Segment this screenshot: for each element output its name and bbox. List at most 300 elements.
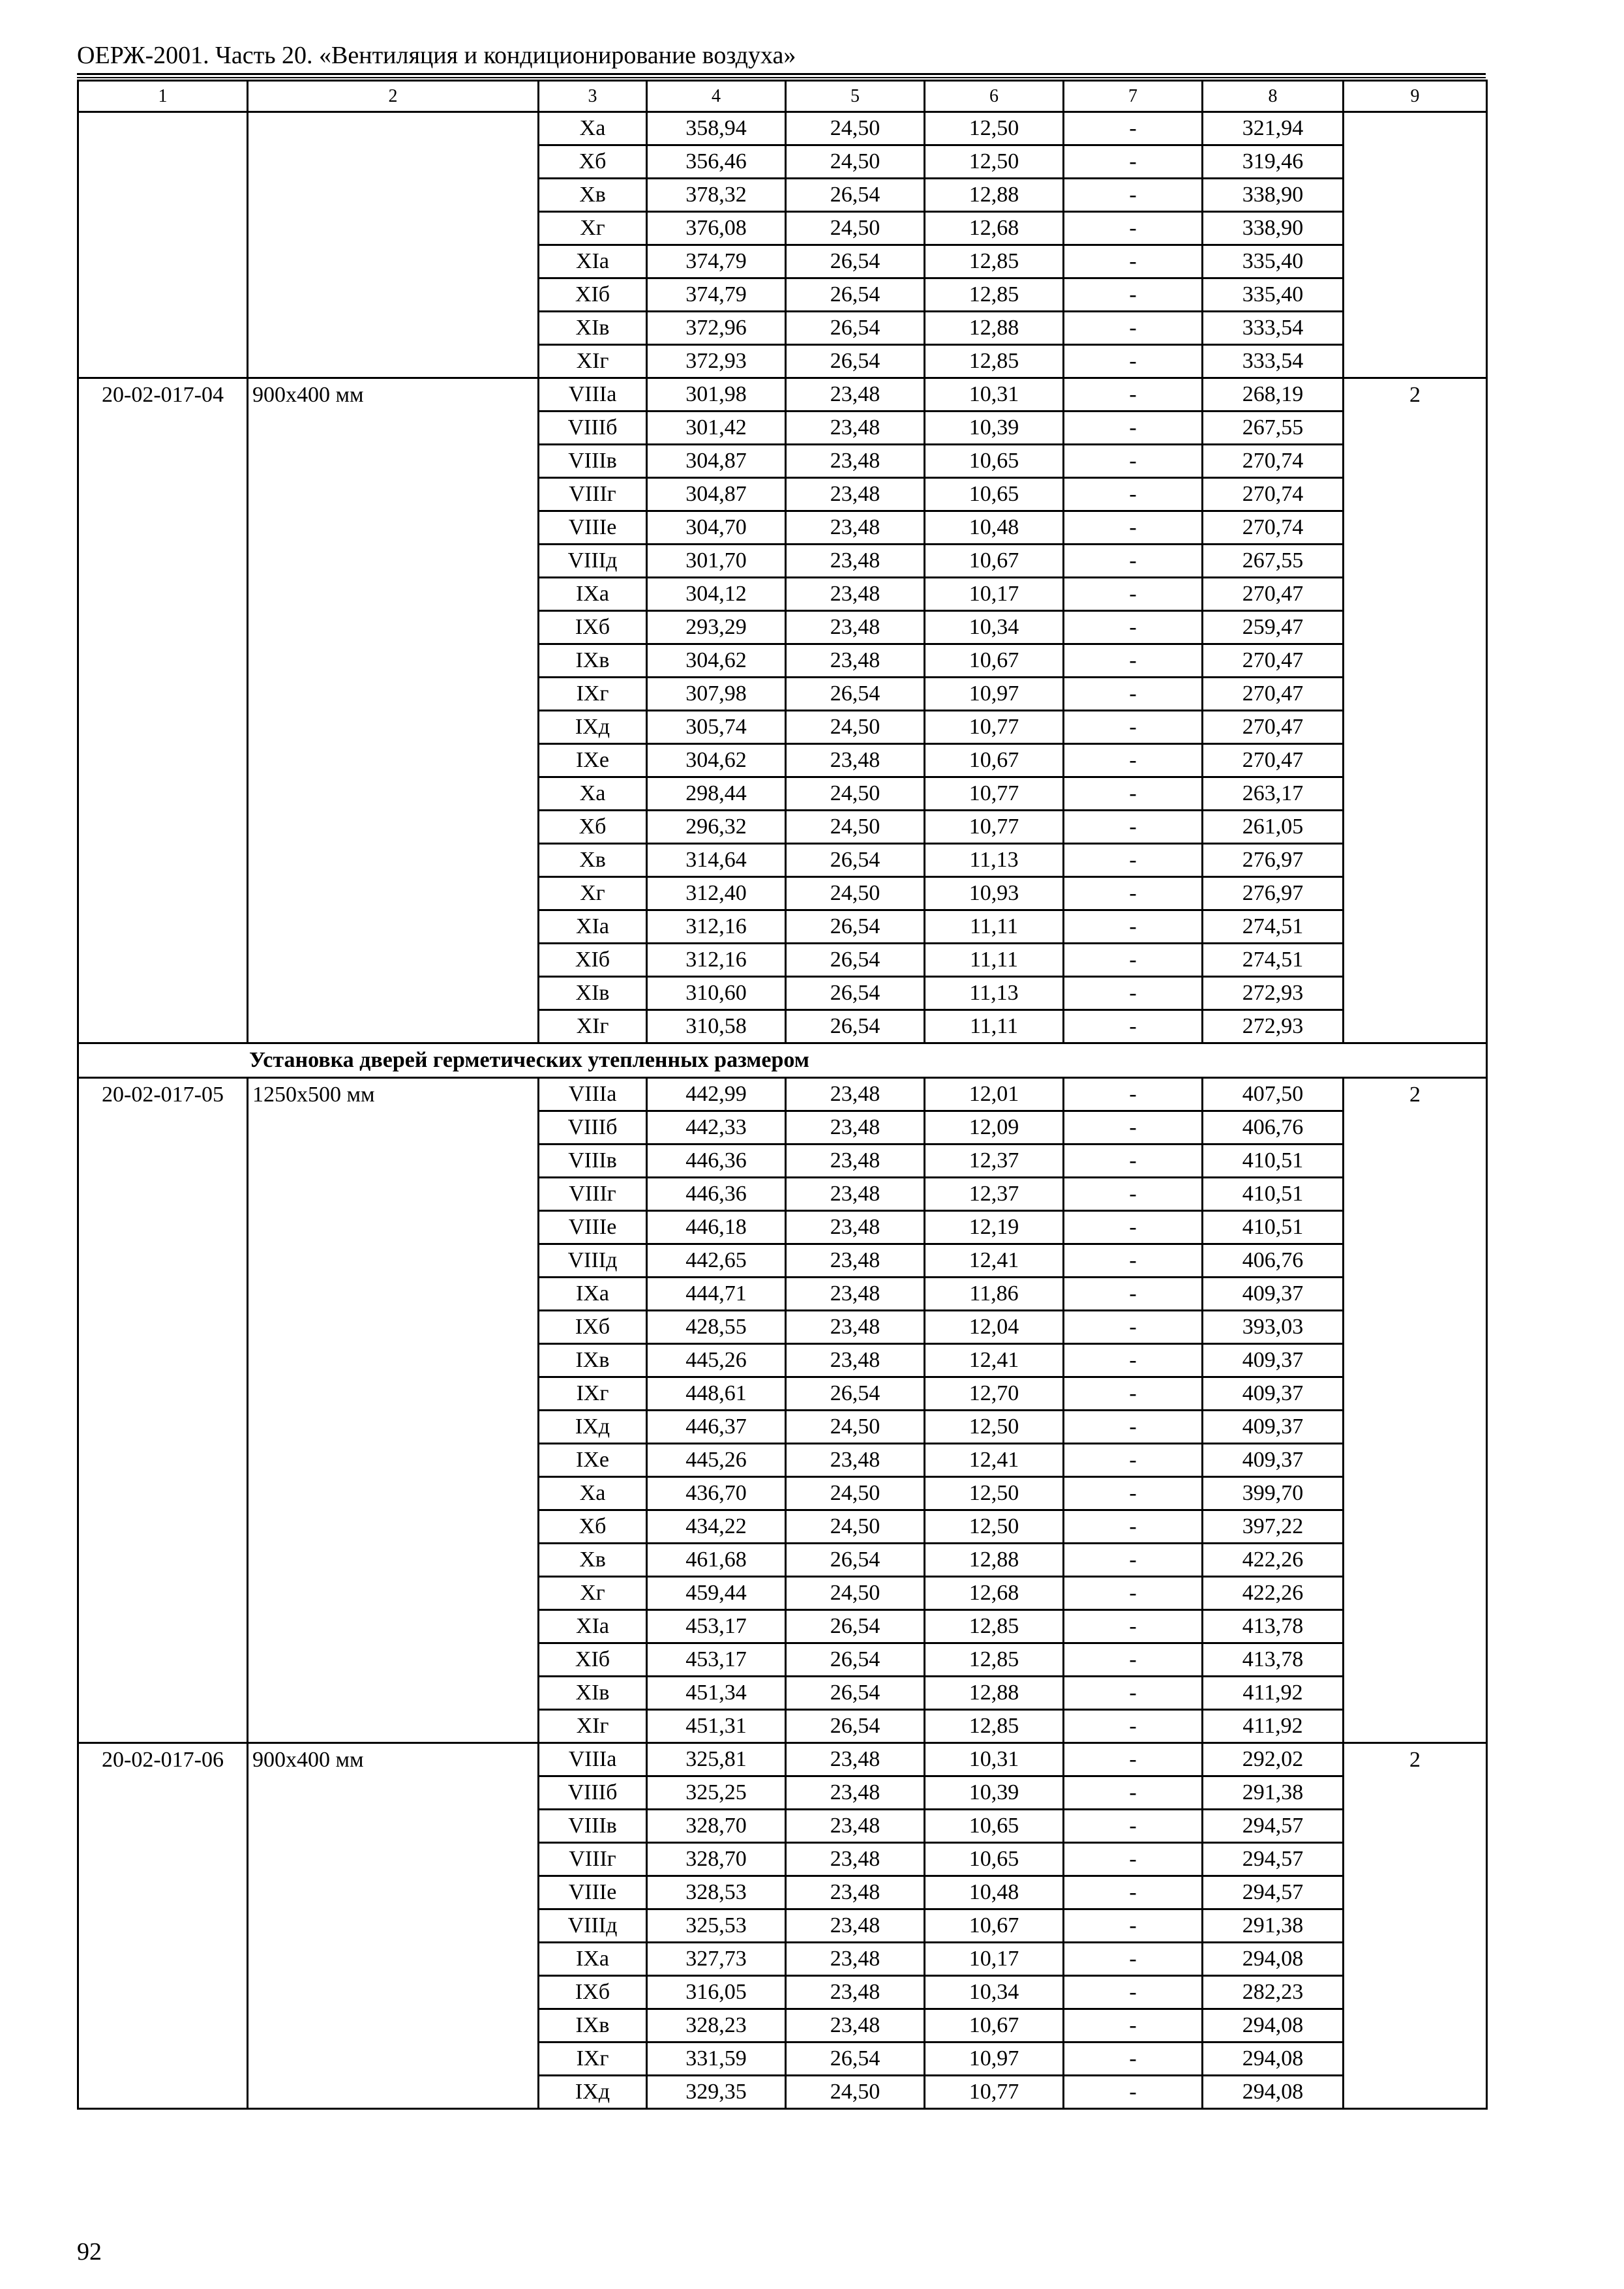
machinist-wages-cell: - (1064, 1444, 1203, 1477)
machines-cell: 12,50 (925, 145, 1064, 179)
total-cost-cell: 446,18 (647, 1211, 786, 1244)
machinist-wages-cell: - (1064, 1610, 1203, 1643)
materials-cell: 274,51 (1203, 944, 1344, 977)
rate-code-cell: 20-02-017-04 (78, 378, 248, 1043)
column-number: 5 (786, 81, 925, 112)
materials-cell: 422,26 (1203, 1544, 1344, 1577)
wages-cell: 23,48 (786, 378, 925, 411)
region-cell: Xa (539, 777, 647, 811)
materials-cell: 276,97 (1203, 877, 1344, 910)
machines-cell: 12,85 (925, 245, 1064, 278)
materials-cell: 335,40 (1203, 245, 1344, 278)
machines-cell: 10,93 (925, 877, 1064, 910)
region-cell: XIг (539, 345, 647, 378)
machines-cell: 10,48 (925, 1876, 1064, 1909)
total-cost-cell: 304,87 (647, 478, 786, 511)
total-cost-cell: 445,26 (647, 1344, 786, 1377)
wages-cell: 23,48 (786, 1876, 925, 1909)
wages-cell: 26,54 (786, 1544, 925, 1577)
machinist-wages-cell: - (1064, 777, 1203, 811)
total-cost-cell: 378,32 (647, 179, 786, 212)
materials-cell: 410,51 (1203, 1178, 1344, 1211)
note-cell (1344, 112, 1487, 378)
machinist-wages-cell: - (1064, 1909, 1203, 1943)
region-cell: IXд (539, 1411, 647, 1444)
machinist-wages-cell: - (1064, 1810, 1203, 1843)
machines-cell: 10,65 (925, 1843, 1064, 1876)
materials-cell: 267,55 (1203, 411, 1344, 445)
region-cell: IXa (539, 1943, 647, 1976)
header-rule (77, 73, 1486, 75)
wages-cell: 23,48 (786, 1743, 925, 1776)
region-cell: XIб (539, 944, 647, 977)
rate-name-cell: 900x400 мм (248, 1743, 539, 2109)
wages-cell: 23,48 (786, 1976, 925, 2009)
machines-cell: 10,97 (925, 678, 1064, 711)
wages-cell: 24,50 (786, 212, 925, 245)
materials-cell: 333,54 (1203, 345, 1344, 378)
materials-cell: 410,51 (1203, 1211, 1344, 1244)
table-row (78, 112, 1487, 145)
machines-cell: 10,34 (925, 611, 1064, 644)
materials-cell: 270,74 (1203, 478, 1344, 511)
region-cell: VIIIг (539, 1843, 647, 1876)
wages-cell: 23,48 (786, 511, 925, 545)
region-cell: IXa (539, 1278, 647, 1311)
machinist-wages-cell: - (1064, 1111, 1203, 1144)
total-cost-cell: 301,98 (647, 378, 786, 411)
total-cost-cell: 307,98 (647, 678, 786, 711)
materials-cell: 292,02 (1203, 1743, 1344, 1776)
machinist-wages-cell: - (1064, 2042, 1203, 2076)
materials-cell: 333,54 (1203, 312, 1344, 345)
wages-cell: 23,48 (786, 1078, 925, 1111)
machinist-wages-cell: - (1064, 1278, 1203, 1311)
materials-cell: 272,93 (1203, 977, 1344, 1010)
total-cost-cell: 328,23 (647, 2009, 786, 2042)
total-cost-cell: 325,25 (647, 1776, 786, 1810)
machines-cell: 12,09 (925, 1111, 1064, 1144)
machinist-wages-cell: - (1064, 179, 1203, 212)
total-cost-cell: 316,05 (647, 1976, 786, 2009)
materials-cell: 270,47 (1203, 711, 1344, 744)
column-number: 6 (925, 81, 1064, 112)
machines-cell: 12,50 (925, 112, 1064, 145)
materials-cell: 274,51 (1203, 910, 1344, 944)
materials-cell: 261,05 (1203, 811, 1344, 844)
machinist-wages-cell: - (1064, 744, 1203, 777)
machines-cell: 12,88 (925, 312, 1064, 345)
total-cost-cell: 358,94 (647, 112, 786, 145)
machinist-wages-cell: - (1064, 112, 1203, 145)
note-cell: 2 (1344, 378, 1487, 1043)
total-cost-cell: 312,40 (647, 877, 786, 910)
machines-cell: 10,67 (925, 1909, 1064, 1943)
machinist-wages-cell: - (1064, 711, 1203, 744)
materials-cell: 270,47 (1203, 744, 1344, 777)
machinist-wages-cell: - (1064, 578, 1203, 611)
rate-code-cell: 20-02-017-06 (78, 1743, 248, 2109)
machines-cell: 10,97 (925, 2042, 1064, 2076)
machinist-wages-cell: - (1064, 977, 1203, 1010)
machinist-wages-cell: - (1064, 1311, 1203, 1344)
total-cost-cell: 328,70 (647, 1810, 786, 1843)
wages-cell: 23,48 (786, 1943, 925, 1976)
machines-cell: 12,19 (925, 1211, 1064, 1244)
total-cost-cell: 372,96 (647, 312, 786, 345)
region-cell: IXв (539, 644, 647, 678)
total-cost-cell: 301,42 (647, 411, 786, 445)
machinist-wages-cell: - (1064, 1211, 1203, 1244)
materials-cell: 272,93 (1203, 1010, 1344, 1043)
materials-cell: 411,92 (1203, 1710, 1344, 1743)
region-cell: IXa (539, 578, 647, 611)
total-cost-cell: 312,16 (647, 944, 786, 977)
machinist-wages-cell: - (1064, 278, 1203, 312)
region-cell: XIв (539, 977, 647, 1010)
total-cost-cell: 331,59 (647, 2042, 786, 2076)
wages-cell: 26,54 (786, 1710, 925, 1743)
region-cell: Xг (539, 877, 647, 910)
machinist-wages-cell: - (1064, 1577, 1203, 1610)
region-cell: Xa (539, 1477, 647, 1510)
wages-cell: 26,54 (786, 977, 925, 1010)
wages-cell: 23,48 (786, 1843, 925, 1876)
wages-cell: 26,54 (786, 1010, 925, 1043)
materials-cell: 270,47 (1203, 578, 1344, 611)
machines-cell: 12,85 (925, 278, 1064, 312)
page-header-title: ОЕРЖ-2001. Часть 20. «Вентиляция и кондиционирование воздуха» (77, 42, 796, 69)
wages-cell: 26,54 (786, 1610, 925, 1643)
materials-cell: 282,23 (1203, 1976, 1344, 2009)
machines-cell: 12,01 (925, 1078, 1064, 1111)
wages-cell: 26,54 (786, 1377, 925, 1411)
machines-cell: 10,31 (925, 378, 1064, 411)
total-cost-cell: 325,81 (647, 1743, 786, 1776)
region-cell: IXд (539, 2076, 647, 2109)
total-cost-cell: 312,16 (647, 910, 786, 944)
region-cell: VIIIв (539, 445, 647, 478)
materials-cell: 319,46 (1203, 145, 1344, 179)
materials-cell: 422,26 (1203, 1577, 1344, 1610)
total-cost-cell: 444,71 (647, 1278, 786, 1311)
total-cost-cell: 296,32 (647, 811, 786, 844)
machines-cell: 10,67 (925, 545, 1064, 578)
machines-cell: 10,77 (925, 777, 1064, 811)
column-number-row (78, 81, 1487, 112)
table-row (78, 1078, 1487, 1111)
machines-cell: 12,41 (925, 1344, 1064, 1377)
materials-cell: 409,37 (1203, 1411, 1344, 1444)
materials-cell: 276,97 (1203, 844, 1344, 877)
total-cost-cell: 446,36 (647, 1178, 786, 1211)
region-cell: XIб (539, 278, 647, 312)
wages-cell: 23,48 (786, 1311, 925, 1344)
total-cost-cell: 314,64 (647, 844, 786, 877)
machinist-wages-cell: - (1064, 478, 1203, 511)
materials-cell: 268,19 (1203, 378, 1344, 411)
materials-cell: 397,22 (1203, 1510, 1344, 1544)
machines-cell: 12,50 (925, 1510, 1064, 1544)
wages-cell: 26,54 (786, 678, 925, 711)
region-cell: Xв (539, 1544, 647, 1577)
machines-cell: 12,85 (925, 345, 1064, 378)
region-cell: VIIIд (539, 1909, 647, 1943)
wages-cell: 23,48 (786, 1444, 925, 1477)
total-cost-cell: 356,46 (647, 145, 786, 179)
machinist-wages-cell: - (1064, 1078, 1203, 1111)
region-cell: VIIIд (539, 1244, 647, 1278)
materials-cell: 413,78 (1203, 1643, 1344, 1677)
wages-cell: 26,54 (786, 1677, 925, 1710)
machines-cell: 10,65 (925, 478, 1064, 511)
wages-cell: 23,48 (786, 744, 925, 777)
wages-cell: 23,48 (786, 445, 925, 478)
region-cell: Xб (539, 1510, 647, 1544)
machinist-wages-cell: - (1064, 1010, 1203, 1043)
machinist-wages-cell: - (1064, 644, 1203, 678)
total-cost-cell: 459,44 (647, 1577, 786, 1610)
machines-cell: 12,50 (925, 1411, 1064, 1444)
note-cell: 2 (1344, 1743, 1487, 2109)
machines-cell: 10,65 (925, 445, 1064, 478)
materials-cell: 406,76 (1203, 1111, 1344, 1144)
total-cost-cell: 304,70 (647, 511, 786, 545)
machinist-wages-cell: - (1064, 212, 1203, 245)
wages-cell: 23,48 (786, 578, 925, 611)
machinist-wages-cell: - (1064, 844, 1203, 877)
region-cell: VIIIб (539, 1111, 647, 1144)
machines-cell: 10,67 (925, 744, 1064, 777)
machines-cell: 11,13 (925, 977, 1064, 1010)
machines-cell: 12,50 (925, 1477, 1064, 1510)
total-cost-cell: 298,44 (647, 777, 786, 811)
machines-cell: 12,41 (925, 1444, 1064, 1477)
total-cost-cell: 329,35 (647, 2076, 786, 2109)
machinist-wages-cell: - (1064, 1876, 1203, 1909)
machinist-wages-cell: - (1064, 378, 1203, 411)
total-cost-cell: 448,61 (647, 1377, 786, 1411)
wages-cell: 24,50 (786, 145, 925, 179)
note-cell: 2 (1344, 1078, 1487, 1743)
machinist-wages-cell: - (1064, 811, 1203, 844)
machinist-wages-cell: - (1064, 1743, 1203, 1776)
rate-code-cell (78, 112, 248, 378)
machines-cell: 11,13 (925, 844, 1064, 877)
machines-cell: 12,88 (925, 179, 1064, 212)
rate-code-cell: 20-02-017-05 (78, 1078, 248, 1743)
wages-cell: 24,50 (786, 777, 925, 811)
wages-cell: 24,50 (786, 1510, 925, 1544)
machinist-wages-cell: - (1064, 1510, 1203, 1544)
machinist-wages-cell: - (1064, 1244, 1203, 1278)
machinist-wages-cell: - (1064, 511, 1203, 545)
materials-cell: 270,47 (1203, 678, 1344, 711)
column-number: 2 (248, 81, 539, 112)
machines-cell: 12,85 (925, 1710, 1064, 1743)
wages-cell: 23,48 (786, 1810, 925, 1843)
page-number: 92 (77, 2238, 102, 2266)
header-rule (77, 77, 1486, 78)
wages-cell: 26,54 (786, 844, 925, 877)
machines-cell: 11,11 (925, 944, 1064, 977)
machinist-wages-cell: - (1064, 611, 1203, 644)
total-cost-cell: 436,70 (647, 1477, 786, 1510)
materials-cell: 393,03 (1203, 1311, 1344, 1344)
machinist-wages-cell: - (1064, 2076, 1203, 2109)
machinist-wages-cell: - (1064, 877, 1203, 910)
machinist-wages-cell: - (1064, 312, 1203, 345)
materials-cell: 409,37 (1203, 1278, 1344, 1311)
wages-cell: 26,54 (786, 278, 925, 312)
machines-cell: 10,67 (925, 644, 1064, 678)
materials-cell: 294,08 (1203, 2042, 1344, 2076)
machinist-wages-cell: - (1064, 245, 1203, 278)
machines-cell: 11,86 (925, 1278, 1064, 1311)
materials-cell: 407,50 (1203, 1078, 1344, 1111)
machines-cell: 10,39 (925, 411, 1064, 445)
region-cell: VIIIe (539, 511, 647, 545)
column-number: 3 (539, 81, 647, 112)
region-cell: Xг (539, 1577, 647, 1610)
region-cell: Xб (539, 811, 647, 844)
region-cell: VIIIe (539, 1211, 647, 1244)
materials-cell: 270,47 (1203, 644, 1344, 678)
total-cost-cell: 442,33 (647, 1111, 786, 1144)
total-cost-cell: 304,87 (647, 445, 786, 478)
region-cell: VIIIд (539, 545, 647, 578)
wages-cell: 23,48 (786, 2009, 925, 2042)
machines-cell: 10,34 (925, 1976, 1064, 2009)
wages-cell: 24,50 (786, 1577, 925, 1610)
section-heading-row (78, 1043, 1487, 1078)
total-cost-cell: 442,99 (647, 1078, 786, 1111)
wages-cell: 26,54 (786, 910, 925, 944)
total-cost-cell: 461,68 (647, 1544, 786, 1577)
region-cell: IXe (539, 1444, 647, 1477)
wages-cell: 24,50 (786, 1477, 925, 1510)
column-number: 7 (1064, 81, 1203, 112)
materials-cell: 335,40 (1203, 278, 1344, 312)
total-cost-cell: 325,53 (647, 1909, 786, 1943)
machinist-wages-cell: - (1064, 944, 1203, 977)
wages-cell: 26,54 (786, 245, 925, 278)
region-cell: IXб (539, 1311, 647, 1344)
total-cost-cell: 434,22 (647, 1510, 786, 1544)
materials-cell: 399,70 (1203, 1477, 1344, 1510)
total-cost-cell: 446,37 (647, 1411, 786, 1444)
wages-cell: 24,50 (786, 877, 925, 910)
wages-cell: 26,54 (786, 944, 925, 977)
total-cost-cell: 304,62 (647, 644, 786, 678)
region-cell: IXб (539, 611, 647, 644)
wages-cell: 24,50 (786, 711, 925, 744)
materials-cell: 294,57 (1203, 1876, 1344, 1909)
wages-cell: 23,48 (786, 1111, 925, 1144)
region-cell: IXв (539, 2009, 647, 2042)
wages-cell: 23,48 (786, 644, 925, 678)
region-cell: VIIIг (539, 478, 647, 511)
machines-cell: 11,11 (925, 1010, 1064, 1043)
wages-cell: 23,48 (786, 478, 925, 511)
materials-cell: 270,74 (1203, 445, 1344, 478)
column-number: 1 (78, 81, 248, 112)
total-cost-cell: 453,17 (647, 1643, 786, 1677)
machinist-wages-cell: - (1064, 1411, 1203, 1444)
region-cell: IXб (539, 1976, 647, 2009)
materials-cell: 291,38 (1203, 1909, 1344, 1943)
column-number: 8 (1203, 81, 1344, 112)
region-cell: IXг (539, 2042, 647, 2076)
total-cost-cell: 376,08 (647, 212, 786, 245)
total-cost-cell: 428,55 (647, 1311, 786, 1344)
materials-cell: 410,51 (1203, 1144, 1344, 1178)
materials-cell: 294,08 (1203, 1943, 1344, 1976)
materials-cell: 406,76 (1203, 1244, 1344, 1278)
machines-cell: 12,70 (925, 1377, 1064, 1411)
machinist-wages-cell: - (1064, 1976, 1203, 2009)
materials-cell: 259,47 (1203, 611, 1344, 644)
machines-cell: 12,37 (925, 1178, 1064, 1211)
materials-cell: 409,37 (1203, 1344, 1344, 1377)
wages-cell: 23,48 (786, 1144, 925, 1178)
wages-cell: 23,48 (786, 1909, 925, 1943)
table-row (78, 378, 1487, 411)
region-cell: IXг (539, 678, 647, 711)
machinist-wages-cell: - (1064, 1643, 1203, 1677)
wages-cell: 26,54 (786, 2042, 925, 2076)
machinist-wages-cell: - (1064, 678, 1203, 711)
wages-cell: 23,48 (786, 1278, 925, 1311)
total-cost-cell: 327,73 (647, 1943, 786, 1976)
section-heading: Установка дверей герметических утепленных размером (78, 1043, 1487, 1078)
wages-cell: 23,48 (786, 411, 925, 445)
machinist-wages-cell: - (1064, 445, 1203, 478)
wages-cell: 26,54 (786, 1643, 925, 1677)
wages-cell: 24,50 (786, 811, 925, 844)
materials-cell: 409,37 (1203, 1377, 1344, 1411)
machinist-wages-cell: - (1064, 1843, 1203, 1876)
materials-cell: 294,57 (1203, 1843, 1344, 1876)
machines-cell: 10,65 (925, 1810, 1064, 1843)
region-cell: Xб (539, 145, 647, 179)
materials-cell: 409,37 (1203, 1444, 1344, 1477)
wages-cell: 23,48 (786, 1211, 925, 1244)
region-cell: XIa (539, 1610, 647, 1643)
machines-cell: 12,88 (925, 1544, 1064, 1577)
total-cost-cell: 451,31 (647, 1710, 786, 1743)
total-cost-cell: 310,60 (647, 977, 786, 1010)
region-cell: Xг (539, 212, 647, 245)
wages-cell: 23,48 (786, 611, 925, 644)
materials-cell: 411,92 (1203, 1677, 1344, 1710)
machines-cell: 12,04 (925, 1311, 1064, 1344)
total-cost-cell: 328,70 (647, 1843, 786, 1876)
region-cell: XIб (539, 1643, 647, 1677)
machinist-wages-cell: - (1064, 145, 1203, 179)
machinist-wages-cell: - (1064, 1776, 1203, 1810)
region-cell: IXг (539, 1377, 647, 1411)
materials-cell: 413,78 (1203, 1610, 1344, 1643)
machinist-wages-cell: - (1064, 1544, 1203, 1577)
total-cost-cell: 301,70 (647, 545, 786, 578)
column-number: 4 (647, 81, 786, 112)
materials-cell: 270,74 (1203, 511, 1344, 545)
machines-cell: 12,88 (925, 1677, 1064, 1710)
wages-cell: 26,54 (786, 345, 925, 378)
total-cost-cell: 310,58 (647, 1010, 786, 1043)
total-cost-cell: 372,93 (647, 345, 786, 378)
